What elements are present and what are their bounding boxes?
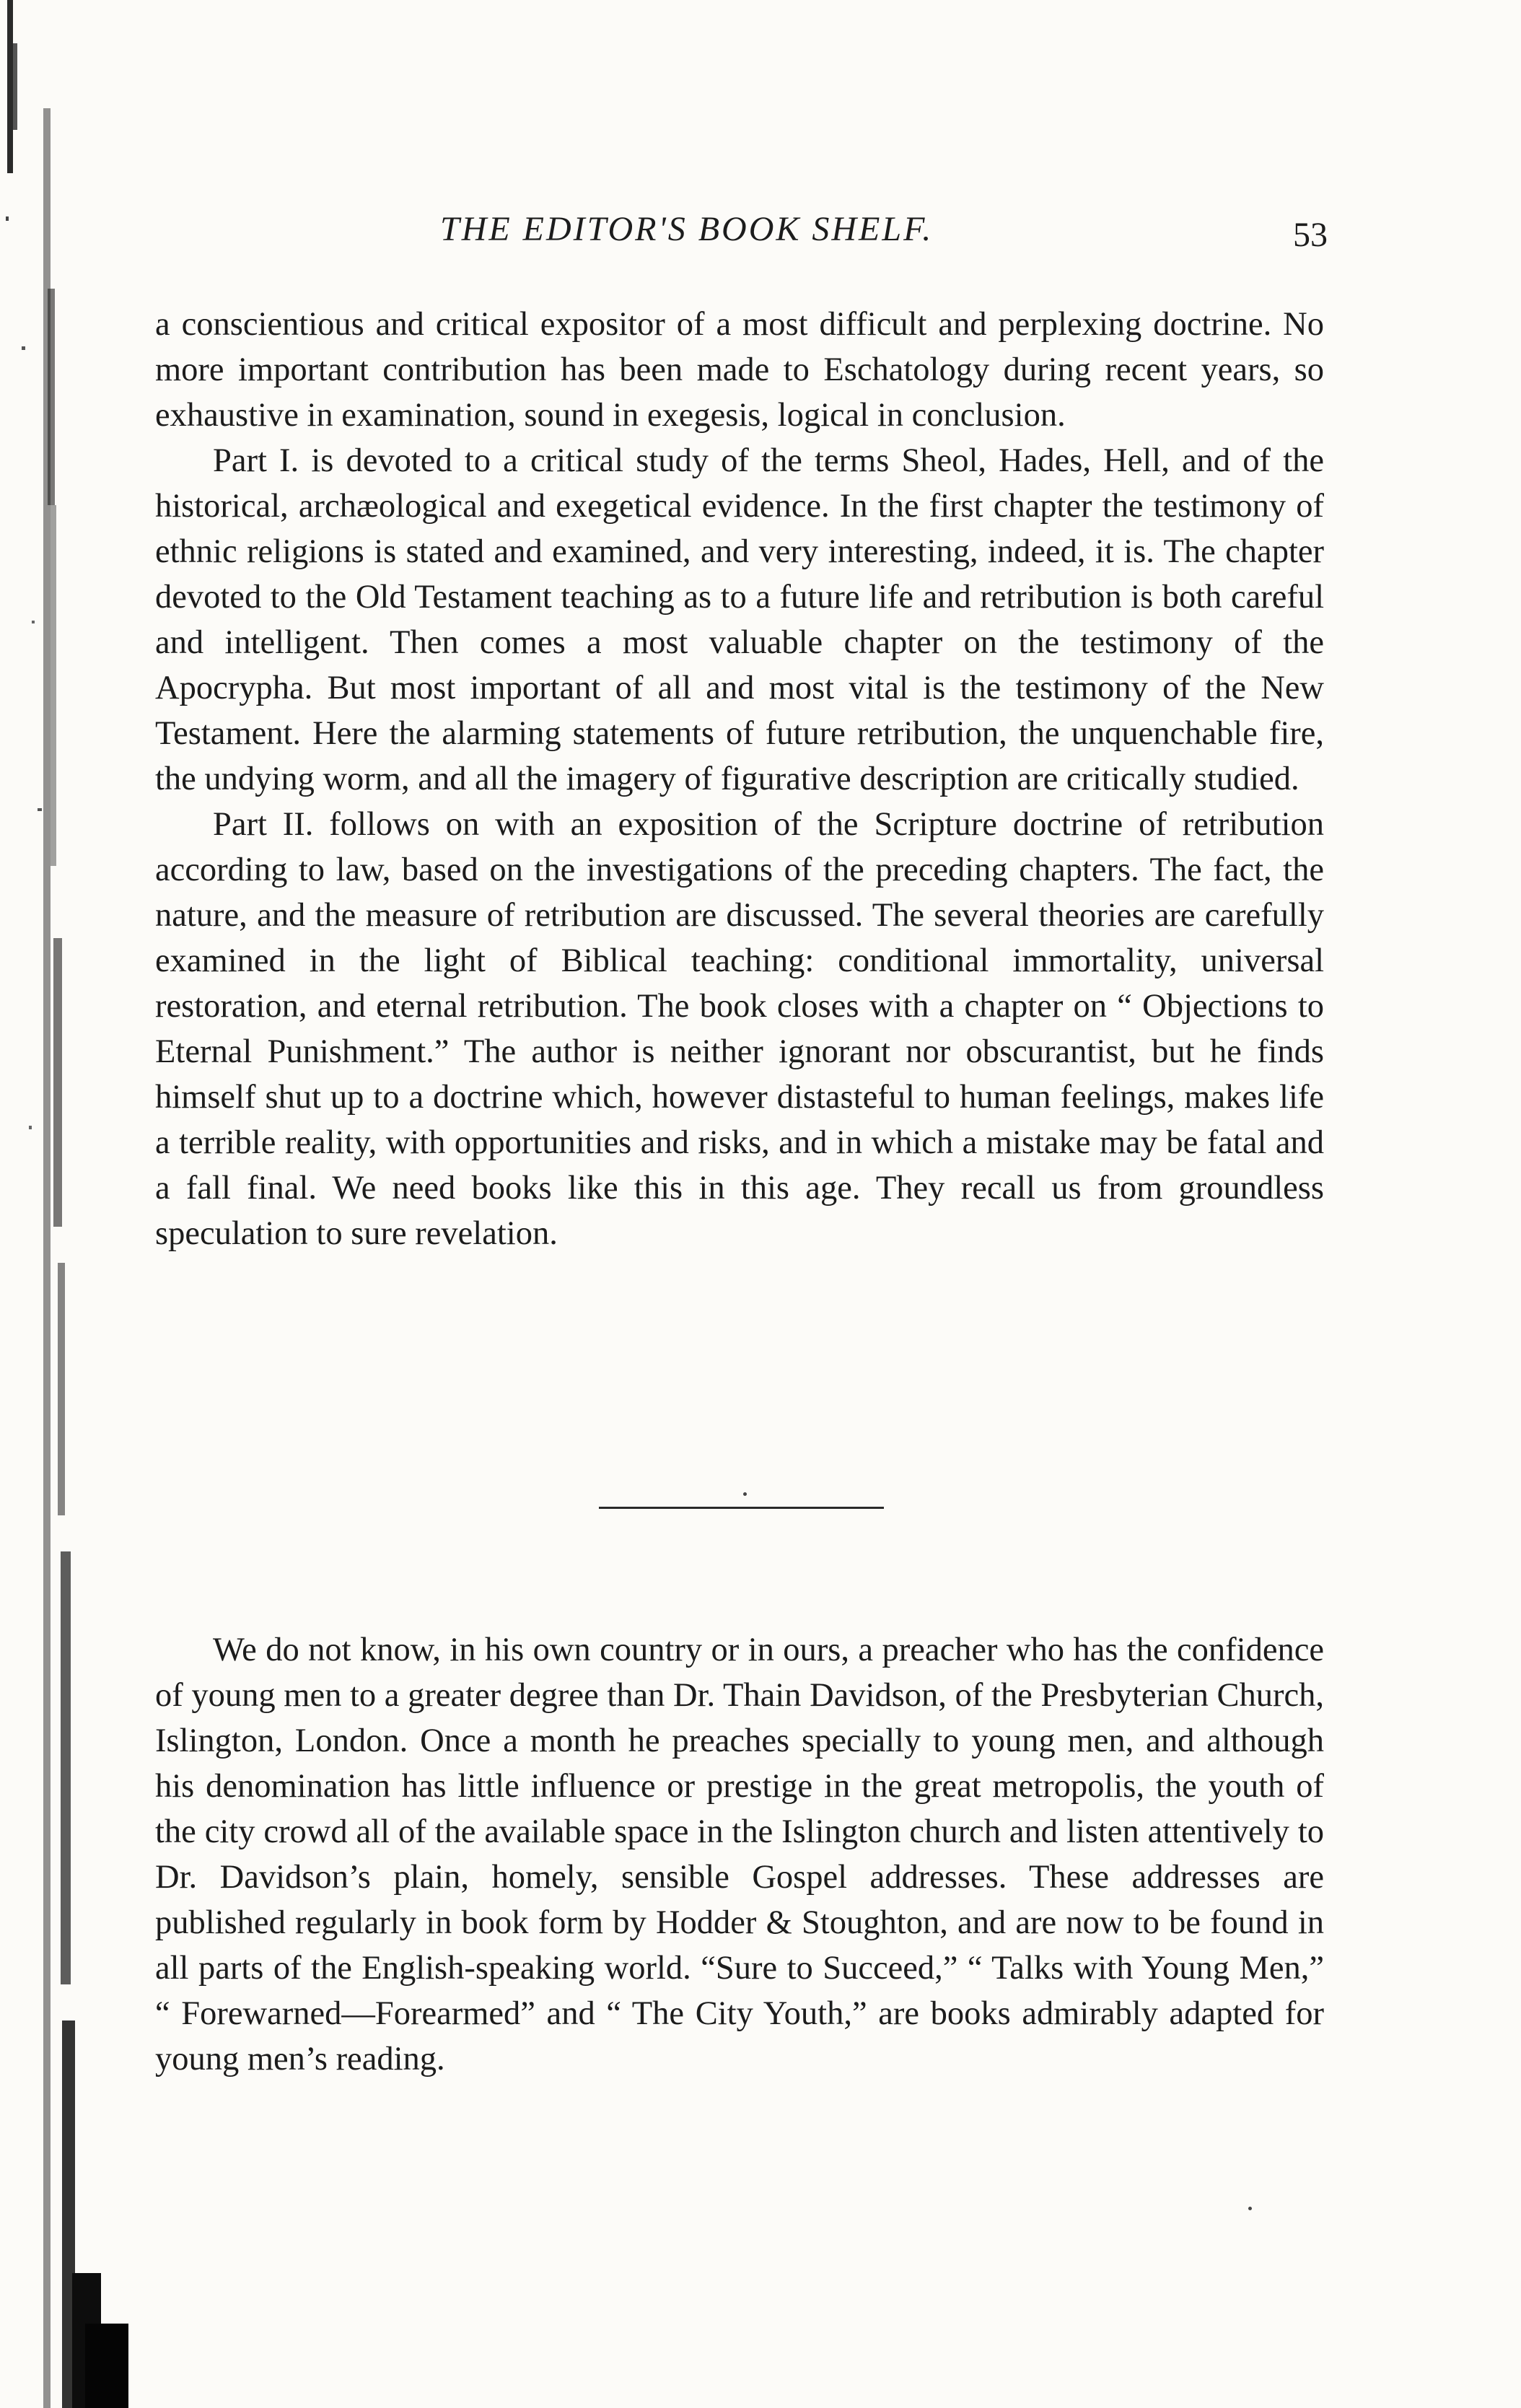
running-head	[152, 209, 1328, 267]
section-divider-rule	[599, 1507, 884, 1509]
paragraph-part-two: Part II. follows on with an exposition of the Scripture doctrine of retribution according to law, based on the investigations of the preceding chapters. The fact, the nature, and the measure of retribution are discussed. The several theories are carefully examined in the light of Biblical teaching: conditional immortality, universal restoration, and eternal retribution. The book closes with a chapter on “ Objections to Eternal Punishment.” The author is neither ignorant nor obscurantist, but he finds himself shut up to a doctrine which, however distasteful to human feelings, makes life a terrible reality, with opportunities and risks, and in which a mistake may be fatal and a fall final. We need books like this in this age. They recall us from groundless speculation to sure revelation.	[155, 806, 1324, 1252]
running-title: THE EDITOR'S BOOK SHELF.	[440, 210, 934, 248]
page-number: 53	[1293, 216, 1328, 254]
ink-speck	[743, 1492, 747, 1496]
binding-edge-scan-artifact	[0, 0, 144, 2408]
paragraph-continued: a conscientious and critical expositor of a most difficult and perplexing doctrine. No more important contribution has been made to Eschatology during recent years, so exhaustive in examination, sound in exegesis, logical in conclusion.	[155, 306, 1324, 434]
davidson-notice	[155, 1627, 1324, 2082]
paragraph-part-one: Part I. is devoted to a critical study of the terms Sheol, Hades, Hell, and of the historical, archæological and exegetical evidence. In the first chapter the testimony of ethnic religions is stated and examined, and very interesting, indeed, it is. The chapter devoted to the Old Testament teaching as to a future life and retribution is both careful and intelligent. Then comes a most valuable chapter on the testimony of the Apocrypha. But most important of all and most vital is the testimony of the New Testament. Here the alarming statements of future retribution, the unquenchable fire, the undying worm, and all the imagery of figurative description are critically studied.	[155, 442, 1324, 797]
review-continuation	[155, 302, 1324, 1256]
paragraph-davidson: We do not know, in his own country or in ours, a preacher who has the confidence of young men to a greater degree than Dr. Thain Davidson, of the Presbyterian Church, Islington, London. Once a month he preaches specially to young men, and although his denomination has little influence or prestige in the great metropolis, the youth of the city crowd all of the available space in the Islington church and listen attentively to Dr. Davidson’s plain, homely, sensible Gospel addresses. These addresses are published regularly in book form by Hodder & Stoughton, and are now to be found in all parts of the English-speaking world. “Sure to Succeed,” “ Talks with Young Men,” “ Forewarned—Forearmed” and “ The City Youth,” are books admirably adapted for young men’s reading.	[155, 1632, 1324, 2078]
ink-speck	[1248, 2207, 1252, 2210]
